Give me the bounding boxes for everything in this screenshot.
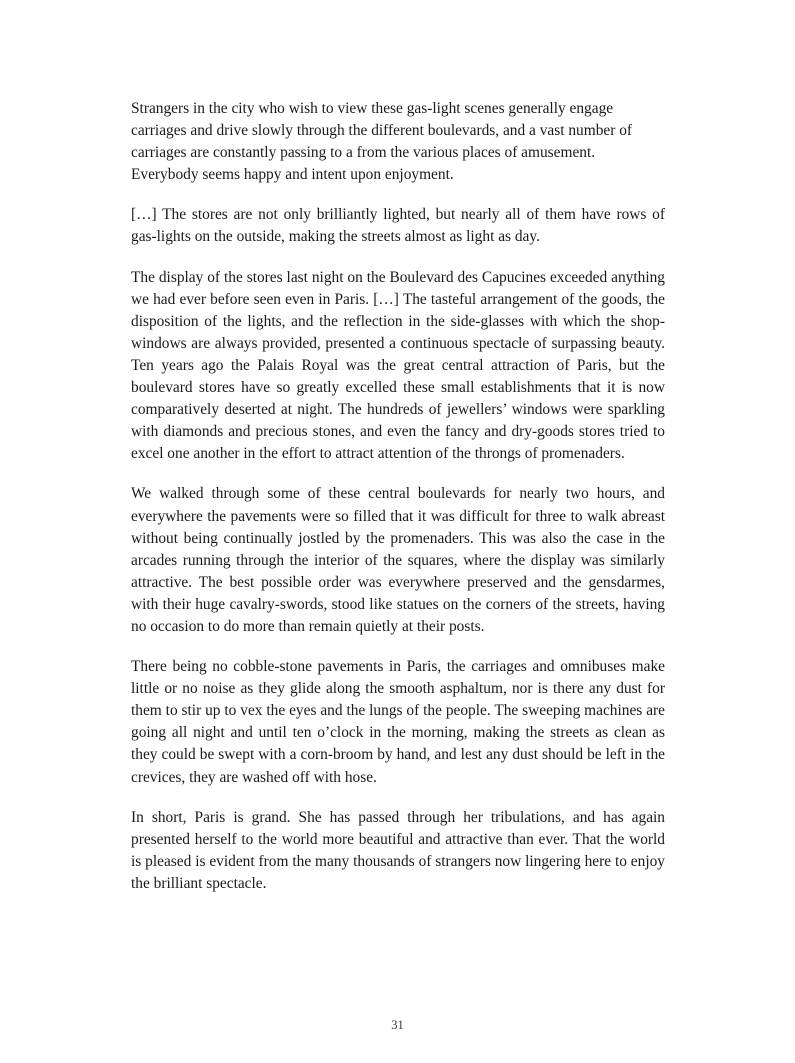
page-body-text bbox=[131, 98, 665, 895]
paragraph: In short, Paris is grand. She has passed through her tribulations, and has again presented herself to the world more beautiful and attractive than ever. That the world is pleased is evident from the many thousands of strangers now lingering here to enjoy the brilliant spectacle. bbox=[131, 808, 665, 892]
paragraph: There being no cobble-stone pavements in Paris, the carriages and omnibuses make little or no noise as they glide along the smooth asphaltum, nor is there any dust for them to stir up to vex the eyes and the lungs of the people. The sweeping machines are going all night and until ten o’clock in the morning, making the streets as clean as they could be swept with a corn-broom by hand, and lest any dust should be left in the crevices, they are washed off with hose. bbox=[131, 658, 665, 786]
paragraph: Strangers in the city who wish to view these gas-light scenes generally engage carriages and drive slowly through the different boulevards, and a vast number of carriages are constantly passing to a from the various places of amusement. Everybody seems happy and intent upon enjoyment. bbox=[131, 100, 633, 184]
paragraph: […] The stores are not only brilliantly lighted, but nearly all of them have rows of gas-lights on the outside, making the streets almost as light as day. bbox=[131, 206, 665, 246]
paragraph: We walked through some of these central boulevards for nearly two hours, and everywhere the pavements were so filled that it was difficult for three to walk abreast without being continually jostled by the promenaders. This was also the case in the arcades running through the interior of the squares, where the display was similarly attractive. The best possible order was everywhere preserved and the gensdarmes, with their huge cavalry-swords, stood like statues on the corners of the streets, having no occasion to do more than remain quietly at their posts. bbox=[131, 485, 665, 635]
paragraph: The display of the stores last night on the Boulevard des Capucines exceeded anything we had ever before seen even in Paris. […] The tasteful arrangement of the goods, the disposition of the lights, and the reflection in the side-glasses with which the shop-windows are always provided, presented a continuous spectacle of surpassing beauty. Ten years ago the Palais Royal was the great central attraction of Paris, but the boulevard stores have so greatly excelled these small establishments that it is now comparatively deserted at night. The hundreds of jewellers’ windows were sparkling with diamonds and precious stones, and even the fancy and dry-goods stores tried to excel one another in the effort to attract attention of the throngs of promenaders. bbox=[131, 268, 665, 463]
page-number: 31 bbox=[391, 1018, 404, 1032]
